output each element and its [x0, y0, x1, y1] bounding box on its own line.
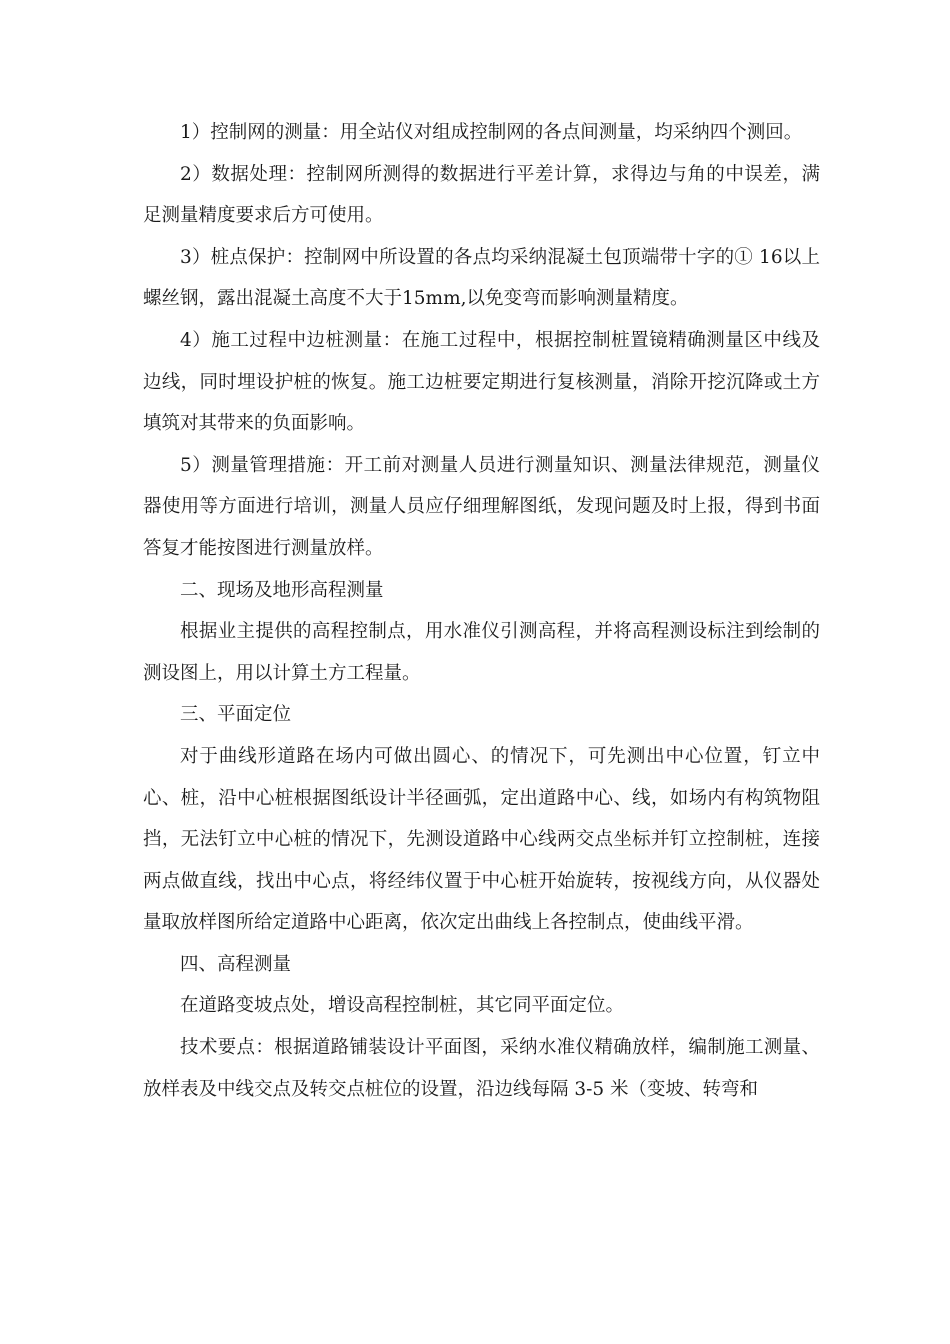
paragraph-control-network-survey: 1）控制网的测量：用全站仪对组成控制网的各点间测量，均采纳四个测回。: [180, 122, 803, 143]
paragraph-site-elevation: 根据业主提供的高程控制点，用水准仪引测高程，并将高程测设标注到绘制的测设图上，用以计算土方工程量。: [143, 621, 820, 684]
paragraph-elevation-survey: 在道路变坡点处，增设高程控制桩，其它同平面定位。: [180, 995, 625, 1017]
paragraph-technical-points: 技术要点：根据道路铺装设计平面图，采纳水准仪精确放样，编制施工测量、放样表及中线交点及转交点桩位的设置，沿边线每隔 3-5 米（变坡、转弯和: [143, 1037, 820, 1100]
section-heading-plane-positioning: 三、平面定位: [180, 704, 292, 726]
paragraph-survey-management: 5）测量管理措施：开工前对测量人员进行测量知识、测量法律规范，测量仪器使用等方面进行培训，测量人员应仔细理解图纸，发现问题及时上报，得到书面答复才能按图进行测量放样。: [143, 454, 820, 559]
paragraph-plane-positioning: 对于曲线形道路在场内可做出圆心、的情况下，可先测出中心位置，钉立中心、桩，沿中心桩根据图纸设计半径画弧，定出道路中心、线，如场内有构筑物阻挡，无法钉立中心桩的情况下，先测设道路中心线两交点坐标并钉立控制桩，连接两点做直线，找出中心点，将经纬仪置于中心桩开始旋转，按视线方向，从仪器处量取放样图所给定道路中心距离，依次定出曲线上各控制点，使曲线平滑。: [143, 745, 820, 934]
document-body: [143, 112, 820, 1110]
section-heading-site-elevation: 二、现场及地形高程测量: [180, 579, 384, 601]
paragraph-data-processing: 2）数据处理：控制网所测得的数据进行平差计算，求得边与角的中误差，满足测量精度要求后方可使用。: [143, 163, 820, 227]
paragraph-side-stake-survey: 4）施工过程中边桩测量：在施工过程中，根据控制桩置镜精确测量区中线及边线，同时埋设护桩的恢复。施工边桩要定期进行复核测量，消除开挖沉降或土方填筑对其带来的负面影响。: [143, 329, 820, 435]
paragraph-stake-protection: 3）桩点保护：控制网中所设置的各点均采纳混凝土包顶端带十字的① 16以上螺丝钢，露出混凝土高度不大于15mm,以免变弯而影响测量精度。: [143, 246, 820, 310]
section-heading-elevation-survey: 四、高程测量: [180, 953, 292, 975]
